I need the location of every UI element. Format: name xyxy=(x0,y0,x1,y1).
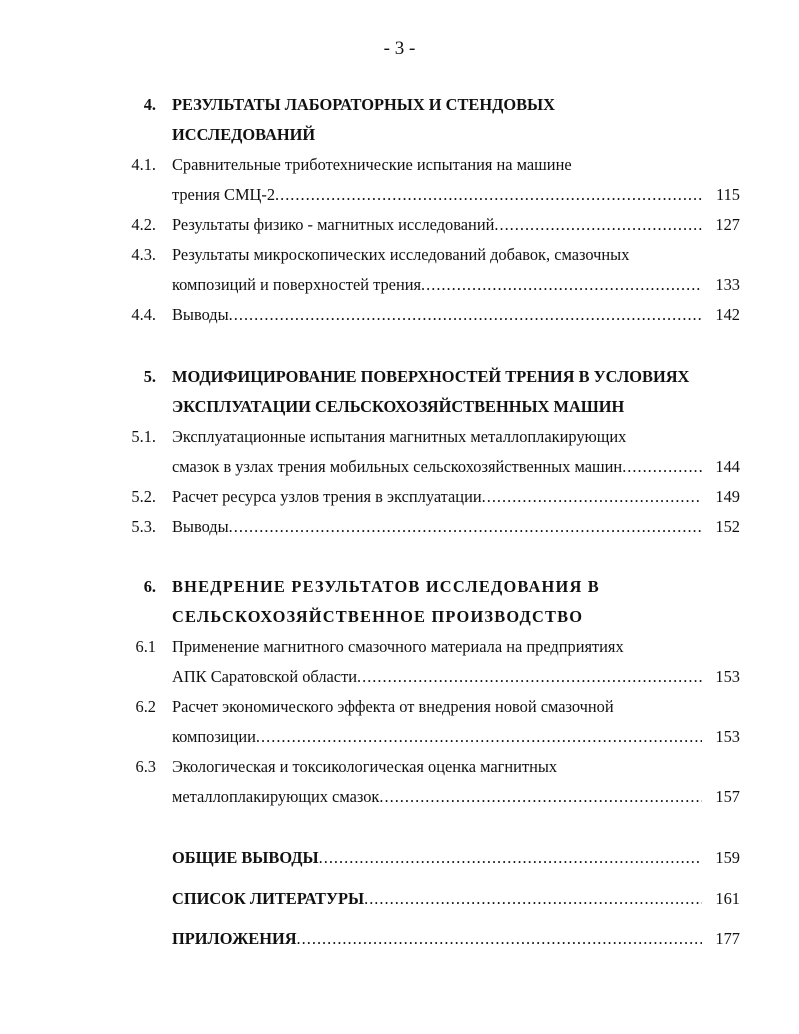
item-5-3-number: 5.3. xyxy=(131,517,156,536)
item-4-2-page: 127 xyxy=(715,215,740,234)
chapter-5-title-line1: МОДИФИЦИРОВАНИЕ ПОВЕРХНОСТЕЙ ТРЕНИЯ В УСЛОВИЯХ xyxy=(172,367,690,386)
toc-entry-references xyxy=(172,886,740,912)
dot-leader xyxy=(421,272,702,298)
dot-leader xyxy=(357,664,702,690)
chapter-5-title-line2: ЭКСПЛУАТАЦИИ СЕЛЬСКОХОЗЯЙСТВЕННЫХ МАШИН xyxy=(172,397,625,416)
item-4-2-number: 4.2. xyxy=(131,215,156,234)
dot-leader xyxy=(319,845,702,871)
toc-entry xyxy=(172,724,740,750)
item-5-2-page: 149 xyxy=(715,487,740,506)
dot-leader xyxy=(379,784,702,810)
item-4-4-title: Выводы xyxy=(172,305,229,324)
dot-leader xyxy=(256,724,702,750)
item-5-1-number: 5.1. xyxy=(131,427,156,446)
item-6-1-title: Применение магнитного смазочного материала на предприятиях xyxy=(172,637,624,656)
toc-entry xyxy=(172,664,740,690)
item-6-2-page: 153 xyxy=(715,727,740,746)
general-conclusions-title: ОБЩИЕ ВЫВОДЫ xyxy=(172,848,319,867)
toc-entry xyxy=(172,454,740,480)
item-4-4-page: 142 xyxy=(715,305,740,324)
item-5-3-page: 152 xyxy=(715,517,740,536)
item-6-1-page: 153 xyxy=(715,667,740,686)
item-6-3-number: 6.3 xyxy=(135,757,156,776)
dot-leader xyxy=(229,514,702,540)
item-4-1-title-cont: трения СМЦ-2 xyxy=(172,185,276,204)
item-4-4-number: 4.4. xyxy=(131,305,156,324)
chapter-6-number: 6. xyxy=(143,577,156,596)
toc-entry xyxy=(172,784,740,810)
toc-entry xyxy=(172,484,740,510)
item-5-2-title: Расчет ресурса узлов трения в эксплуатации xyxy=(172,487,482,506)
item-6-3-page: 157 xyxy=(715,787,740,806)
dot-leader xyxy=(275,182,702,208)
item-4-3-number: 4.3. xyxy=(131,245,156,264)
item-6-2-number: 6.2 xyxy=(135,697,156,716)
toc-entry-appendices xyxy=(172,926,740,952)
toc-entry-general-conclusions xyxy=(172,845,740,871)
page-number: - 3 - xyxy=(383,38,416,59)
item-5-1-title-cont: смазок в узлах трения мобильных сельскохозяйственных машин xyxy=(172,457,623,476)
item-5-3-title: Выводы xyxy=(172,517,229,536)
item-6-1-title-cont: АПК Саратовской области xyxy=(172,667,358,686)
item-4-2-title: Результаты физико - магнитных исследований xyxy=(172,215,495,234)
item-6-1-number: 6.1 xyxy=(135,637,156,656)
dot-leader xyxy=(622,454,702,480)
item-4-1-page: 115 xyxy=(716,185,740,204)
item-4-1-title: Сравнительные триботехнические испытания на машине xyxy=(172,155,572,174)
dot-leader xyxy=(229,302,702,328)
references-title: СПИСОК ЛИТЕРАТУРЫ xyxy=(172,889,365,908)
item-6-2-title: Расчет экономического эффекта от внедрения новой смазочной xyxy=(172,697,614,716)
item-6-3-title: Экологическая и токсикологическая оценка магнитных xyxy=(172,757,558,776)
chapter-6-title-line2: СЕЛЬСКОХОЗЯЙСТВЕННОЕ ПРОИЗВОДСТВО xyxy=(172,607,584,626)
appendices-title: ПРИЛОЖЕНИЯ xyxy=(172,929,297,948)
chapter-5-number: 5. xyxy=(143,367,156,386)
item-6-3-title-cont: металлоплакирующих смазок xyxy=(172,787,380,806)
toc-entry xyxy=(172,272,740,298)
item-4-1-number: 4.1. xyxy=(131,155,156,174)
item-5-1-page: 144 xyxy=(715,457,740,476)
dot-leader xyxy=(482,484,702,510)
chapter-4-title-line1: РЕЗУЛЬТАТЫ ЛАБОРАТОРНЫХ И СТЕНДОВЫХ xyxy=(172,95,555,114)
dot-leader xyxy=(494,212,702,238)
toc-entry xyxy=(172,514,740,540)
item-4-3-title: Результаты микроскопических исследований добавок, смазочных xyxy=(172,245,630,264)
references-page: 161 xyxy=(715,889,740,908)
chapter-6-title-line1: ВНЕДРЕНИЕ РЕЗУЛЬТАТОВ ИССЛЕДОВАНИЯ В xyxy=(172,577,600,596)
item-4-3-title-cont: композиций и поверхностей трения xyxy=(172,275,422,294)
appendices-page: 177 xyxy=(715,929,740,948)
item-5-1-title: Эксплуатационные испытания магнитных металлоплакирующих xyxy=(172,427,627,446)
chapter-4-title-line2: ИССЛЕДОВАНИЙ xyxy=(172,125,316,144)
dot-leader xyxy=(297,926,702,952)
chapter-4-number: 4. xyxy=(143,95,156,114)
toc-entry xyxy=(172,182,740,208)
item-5-2-number: 5.2. xyxy=(131,487,156,506)
dot-leader xyxy=(364,886,702,912)
general-conclusions-page: 159 xyxy=(715,848,740,867)
item-4-3-page: 133 xyxy=(715,275,740,294)
toc-entry xyxy=(172,302,740,328)
item-6-2-title-cont: композиции xyxy=(172,727,256,746)
toc-entry xyxy=(172,212,740,238)
